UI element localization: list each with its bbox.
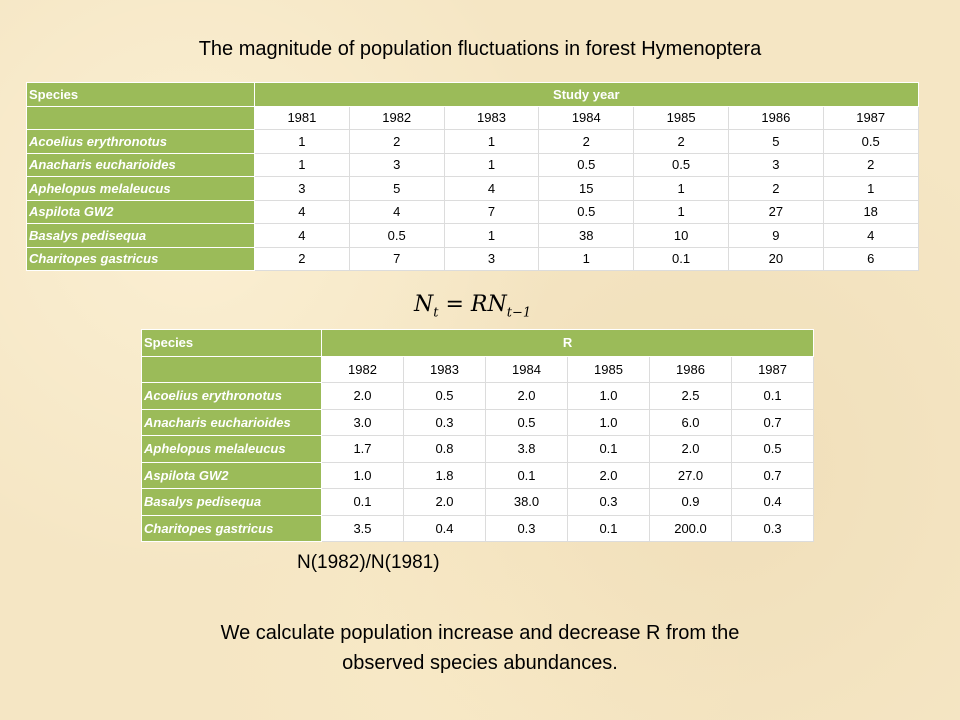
value-cell: 0.1 [634, 247, 729, 271]
value-cell: 1 [444, 153, 539, 177]
abundance-table-header-row [27, 83, 919, 107]
study-year-header: Study year [255, 83, 919, 107]
species-name-cell: Anacharis eucharioides [142, 409, 322, 436]
value-cell: 0.8 [404, 436, 486, 463]
value-cell: 1 [255, 130, 350, 154]
value-cell: 0.5 [404, 383, 486, 410]
value-cell: 0.1 [486, 462, 568, 489]
value-cell: 10 [634, 224, 729, 248]
year-cell: 1986 [650, 356, 732, 383]
value-cell: 1.7 [322, 436, 404, 463]
value-cell: 0.7 [732, 409, 814, 436]
value-cell: 3 [349, 153, 444, 177]
table-row [27, 224, 919, 248]
species-name-cell: Charitopes gastricus [27, 247, 255, 271]
species-name-cell: Basalys pedisequa [27, 224, 255, 248]
value-cell: 2 [349, 130, 444, 154]
species-name-cell: Aspilota GW2 [142, 462, 322, 489]
year-row-label-cell [142, 356, 322, 383]
year-cell: 1984 [486, 356, 568, 383]
value-cell: 5 [728, 130, 823, 154]
value-cell: 0.7 [732, 462, 814, 489]
value-cell: 0.3 [568, 489, 650, 516]
equation-rhs: RN [470, 292, 507, 317]
value-cell: 3 [728, 153, 823, 177]
value-cell: 15 [539, 177, 634, 201]
caption-line-2: observed species abundances. [342, 652, 618, 674]
value-cell: 0.5 [823, 130, 918, 154]
value-cell: 4 [349, 200, 444, 224]
species-name-cell: Acoelius erythronotus [142, 383, 322, 410]
value-cell: 27.0 [650, 462, 732, 489]
value-cell: 18 [823, 200, 918, 224]
value-cell: 4 [444, 177, 539, 201]
value-cell: 2 [634, 130, 729, 154]
table-row [142, 462, 814, 489]
year-cell: 1986 [728, 106, 823, 130]
value-cell: 0.9 [650, 489, 732, 516]
value-cell: 27 [728, 200, 823, 224]
species-name-cell: Acoelius erythronotus [27, 130, 255, 154]
value-cell: 2.0 [322, 383, 404, 410]
value-cell: 1 [823, 177, 918, 201]
value-cell: 3.0 [322, 409, 404, 436]
value-cell: 3.8 [486, 436, 568, 463]
value-cell: 5 [349, 177, 444, 201]
value-cell: 0.3 [732, 515, 814, 542]
value-cell: 1.8 [404, 462, 486, 489]
value-cell: 3 [444, 247, 539, 271]
value-cell: 0.5 [634, 153, 729, 177]
species-name-cell: Anacharis eucharioides [27, 153, 255, 177]
year-row [142, 356, 814, 383]
equation-lhs-subscript: t [433, 305, 439, 321]
value-cell: 0.5 [539, 153, 634, 177]
value-cell: 4 [255, 200, 350, 224]
growth-rate-table [141, 329, 814, 542]
value-cell: 2.0 [650, 436, 732, 463]
value-cell: 0.1 [322, 489, 404, 516]
year-cell: 1987 [732, 356, 814, 383]
value-cell: 0.5 [349, 224, 444, 248]
value-cell: 1.0 [568, 383, 650, 410]
species-column-header: Species [27, 83, 255, 107]
value-cell: 4 [255, 224, 350, 248]
value-cell: 4 [823, 224, 918, 248]
table-row [142, 383, 814, 410]
year-cell: 1982 [349, 106, 444, 130]
ratio-label: N(1982)/N(1981) [297, 552, 440, 573]
table-row [27, 153, 919, 177]
value-cell: 38.0 [486, 489, 568, 516]
table-row [142, 515, 814, 542]
value-cell: 0.5 [486, 409, 568, 436]
value-cell: 1 [634, 200, 729, 224]
value-cell: 1.0 [322, 462, 404, 489]
species-name-cell: Aspilota GW2 [27, 200, 255, 224]
abundance-table [26, 82, 919, 271]
value-cell: 1 [444, 130, 539, 154]
value-cell: 2.0 [486, 383, 568, 410]
value-cell: 1 [444, 224, 539, 248]
table-row [142, 409, 814, 436]
year-cell: 1983 [444, 106, 539, 130]
value-cell: 7 [444, 200, 539, 224]
table-row [27, 200, 919, 224]
value-cell: 38 [539, 224, 634, 248]
caption-line-1: We calculate population increase and decrease R from the [220, 622, 740, 644]
value-cell: 3.5 [322, 515, 404, 542]
value-cell: 2.0 [568, 462, 650, 489]
year-cell: 1984 [539, 106, 634, 130]
value-cell: 0.1 [732, 383, 814, 410]
equation-lhs: N [414, 292, 434, 317]
value-cell: 2 [823, 153, 918, 177]
value-cell: 1.0 [568, 409, 650, 436]
species-name-cell: Basalys pedisequa [142, 489, 322, 516]
value-cell: 20 [728, 247, 823, 271]
value-cell: 6 [823, 247, 918, 271]
value-cell: 3 [255, 177, 350, 201]
value-cell: 1 [255, 153, 350, 177]
equation-equals: = [445, 292, 464, 317]
value-cell: 2.0 [404, 489, 486, 516]
species-name-cell: Charitopes gastricus [142, 515, 322, 542]
species-name-cell: Aphelopus melaleucus [142, 436, 322, 463]
equation-rhs-subscript: t−1 [506, 305, 532, 321]
value-cell: 7 [349, 247, 444, 271]
caption [0, 618, 960, 678]
year-cell: 1985 [568, 356, 650, 383]
value-cell: 200.0 [650, 515, 732, 542]
value-cell: 2 [728, 177, 823, 201]
table-row [142, 436, 814, 463]
species-column-header: Species [142, 330, 322, 357]
value-cell: 0.5 [539, 200, 634, 224]
value-cell: 0.4 [732, 489, 814, 516]
value-cell: 0.5 [732, 436, 814, 463]
year-row-label-cell [27, 106, 255, 130]
year-row [27, 106, 919, 130]
year-cell: 1981 [255, 106, 350, 130]
value-cell: 9 [728, 224, 823, 248]
year-cell: 1982 [322, 356, 404, 383]
growth-equation [414, 292, 531, 320]
value-cell: 0.4 [404, 515, 486, 542]
value-cell: 2.5 [650, 383, 732, 410]
growth-rate-table-header-row [142, 330, 814, 357]
year-cell: 1983 [404, 356, 486, 383]
value-cell: 2 [255, 247, 350, 271]
value-cell: 0.1 [568, 436, 650, 463]
value-cell: 0.1 [568, 515, 650, 542]
year-cell: 1987 [823, 106, 918, 130]
value-cell: 6.0 [650, 409, 732, 436]
table-row [27, 130, 919, 154]
value-cell: 1 [634, 177, 729, 201]
table-row [142, 489, 814, 516]
r-header: R [322, 330, 814, 357]
year-cell: 1985 [634, 106, 729, 130]
value-cell: 2 [539, 130, 634, 154]
table-row [27, 177, 919, 201]
value-cell: 0.3 [486, 515, 568, 542]
species-name-cell: Aphelopus melaleucus [27, 177, 255, 201]
page-title: The magnitude of population fluctuations in forest Hymenoptera [198, 38, 762, 60]
value-cell: 1 [539, 247, 634, 271]
value-cell: 0.3 [404, 409, 486, 436]
table-row [27, 247, 919, 271]
